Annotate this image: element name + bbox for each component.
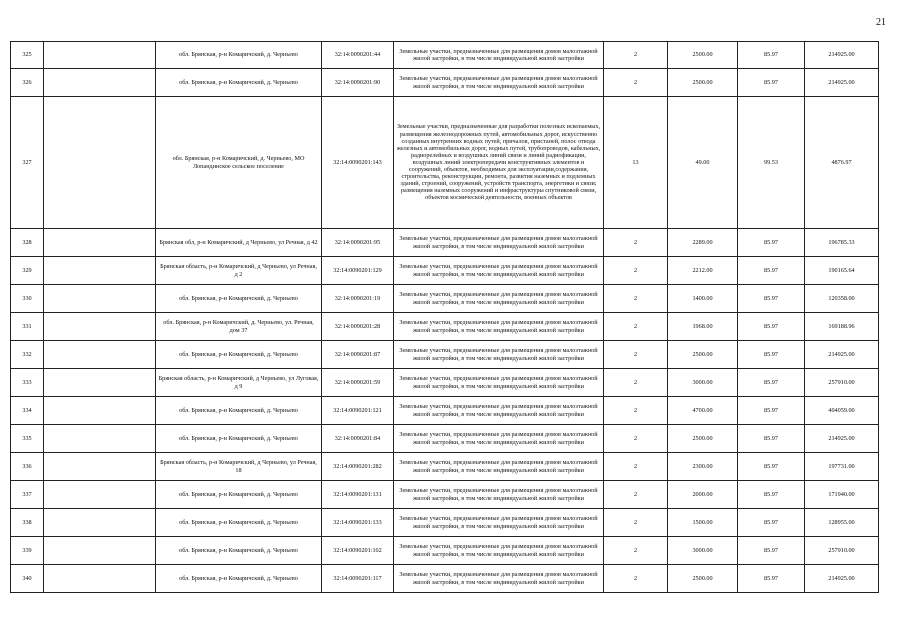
area-cell: 2500.00	[668, 565, 738, 593]
cadastral-number-cell: 32:14:0090201:121	[322, 397, 394, 425]
cadastral-value-cell: 257910.00	[805, 369, 879, 397]
area-cell: 1968.00	[668, 313, 738, 341]
land-use-cell: Земельные участки, предназначенные для размещения домов малоэтажной жилой застройки, в том числе индивидуальной жилой застройки	[394, 313, 604, 341]
blank-cell	[44, 537, 156, 565]
row-number: 327	[11, 97, 44, 229]
rate-cell: 85.97	[738, 397, 805, 425]
row-number: 337	[11, 481, 44, 509]
rate-cell: 85.97	[738, 509, 805, 537]
rate-cell: 85.97	[738, 257, 805, 285]
land-use-cell: Земельные участки, предназначенные для размещения домов малоэтажной жилой застройки, в том числе индивидуальной жилой застройки	[394, 397, 604, 425]
cadastral-value-cell: 214925.00	[805, 341, 879, 369]
cadastral-value-cell: 214925.00	[805, 42, 879, 69]
cadastral-number-cell: 32:14:0090201:143	[322, 97, 394, 229]
cadastral-number-cell: 32:14:0090201:129	[322, 257, 394, 285]
address-cell: обл. Брянская, р-н Комаричский, д. Черньево	[156, 341, 322, 369]
group-number-cell: 2	[604, 565, 668, 593]
address-cell: обл. Брянская, р-н Комаричский, д. Черньево	[156, 285, 322, 313]
address-cell: Брянская обл, р-н Комаричский, д Черньево, ул Речная, д 42	[156, 229, 322, 257]
group-number-cell: 2	[604, 341, 668, 369]
group-number-cell: 2	[604, 397, 668, 425]
blank-cell	[44, 285, 156, 313]
group-number-cell: 2	[604, 42, 668, 69]
blank-cell	[44, 313, 156, 341]
row-number: 329	[11, 257, 44, 285]
row-number: 325	[11, 42, 44, 69]
area-cell: 3000.00	[668, 369, 738, 397]
row-number: 326	[11, 69, 44, 97]
row-number: 335	[11, 425, 44, 453]
address-cell: обл. Брянская, р-н Комаричский, д. Черньево	[156, 42, 322, 69]
page-number: 21	[876, 17, 886, 28]
cadastral-number-cell: 32:14:0090201:282	[322, 453, 394, 481]
cadastral-value-cell: 197731.00	[805, 453, 879, 481]
area-cell: 2500.00	[668, 425, 738, 453]
rate-cell: 85.97	[738, 313, 805, 341]
rate-cell: 85.97	[738, 481, 805, 509]
blank-cell	[44, 229, 156, 257]
cadastral-value-cell: 214925.00	[805, 425, 879, 453]
cadastral-number-cell: 32:14:0090201:28	[322, 313, 394, 341]
cadastral-value-cell: 404059.00	[805, 397, 879, 425]
cadastral-value-cell: 4876.97	[805, 97, 879, 229]
rate-cell: 85.97	[738, 69, 805, 97]
address-cell: обл. Брянская, р-н Комаричский, д. Черньево	[156, 509, 322, 537]
area-cell: 3000.00	[668, 537, 738, 565]
table-row	[11, 453, 879, 481]
cadastral-number-cell: 32:14:0090201:19	[322, 285, 394, 313]
group-number-cell: 2	[604, 425, 668, 453]
blank-cell	[44, 509, 156, 537]
registry-body	[11, 42, 879, 593]
table-row	[11, 313, 879, 341]
area-cell: 49.00	[668, 97, 738, 229]
blank-cell	[44, 257, 156, 285]
area-cell: 2500.00	[668, 42, 738, 69]
address-cell: Брянская область, р-н Комаричский, д Черньево, ул Речная, д 2	[156, 257, 322, 285]
land-use-cell: Земельные участки, предназначенные для размещения домов малоэтажной жилой застройки, в том числе индивидуальной жилой застройки	[394, 453, 604, 481]
cadastral-value-cell: 169188.96	[805, 313, 879, 341]
cadastral-value-cell: 128955.00	[805, 509, 879, 537]
blank-cell	[44, 69, 156, 97]
address-cell: обл. Брянская, р-н Комаричский, д. Черньево, МО Лопандинское сельское поселение	[156, 97, 322, 229]
address-cell: обл. Брянская, р-н Комаричский, д. Черньево	[156, 537, 322, 565]
row-number: 338	[11, 509, 44, 537]
rate-cell: 85.97	[738, 369, 805, 397]
blank-cell	[44, 453, 156, 481]
table-row	[11, 397, 879, 425]
land-use-cell: Земельные участки, предназначенные для размещения домов малоэтажной жилой застройки, в том числе индивидуальной жилой застройки	[394, 537, 604, 565]
blank-cell	[44, 42, 156, 69]
group-number-cell: 2	[604, 69, 668, 97]
table-row	[11, 229, 879, 257]
land-use-cell: Земельные участки, предназначенные для размещения домов малоэтажной жилой застройки, в том числе индивидуальной жилой застройки	[394, 69, 604, 97]
area-cell: 1500.00	[668, 509, 738, 537]
group-number-cell: 2	[604, 313, 668, 341]
blank-cell	[44, 425, 156, 453]
area-cell: 2289.00	[668, 229, 738, 257]
row-number: 334	[11, 397, 44, 425]
cadastral-value-cell: 190165.64	[805, 257, 879, 285]
row-number: 339	[11, 537, 44, 565]
group-number-cell: 2	[604, 537, 668, 565]
cadastral-number-cell: 32:14:0090201:59	[322, 369, 394, 397]
area-cell: 2300.00	[668, 453, 738, 481]
rate-cell: 85.97	[738, 565, 805, 593]
rate-cell: 99.53	[738, 97, 805, 229]
area-cell: 2212.00	[668, 257, 738, 285]
address-cell: обл. Брянская, р-н Комаричский, д. Черньево	[156, 69, 322, 97]
land-use-cell: Земельные участки, предназначенные для размещения домов малоэтажной жилой застройки, в том числе индивидуальной жилой застройки	[394, 509, 604, 537]
table-row	[11, 257, 879, 285]
group-number-cell: 13	[604, 97, 668, 229]
address-cell: обл. Брянская, р-н Комаричский, д. Черньево, ул. Речная, дом 37	[156, 313, 322, 341]
group-number-cell: 2	[604, 229, 668, 257]
cadastral-number-cell: 32:14:0090201:90	[322, 69, 394, 97]
table-row	[11, 369, 879, 397]
table-row	[11, 42, 879, 69]
land-use-cell: Земельные участки, предназначенные для размещения домов малоэтажной жилой застройки, в том числе индивидуальной жилой застройки	[394, 285, 604, 313]
cadastral-number-cell: 32:14:0090201:84	[322, 425, 394, 453]
table-row	[11, 565, 879, 593]
cadastral-value-cell: 257910.00	[805, 537, 879, 565]
group-number-cell: 2	[604, 509, 668, 537]
cadastral-value-cell: 214925.00	[805, 565, 879, 593]
row-number: 340	[11, 565, 44, 593]
cadastral-value-cell: 196785.33	[805, 229, 879, 257]
rate-cell: 85.97	[738, 285, 805, 313]
rate-cell: 85.97	[738, 537, 805, 565]
row-number: 328	[11, 229, 44, 257]
address-cell: Брянская область, р-н Комаричский, д Черньево, ул Луговая, д 9	[156, 369, 322, 397]
land-use-cell: Земельные участки, предназначенные для размещения домов малоэтажной жилой застройки, в том числе индивидуальной жилой застройки	[394, 341, 604, 369]
cadastral-number-cell: 32:14:0090201:95	[322, 229, 394, 257]
table-row	[11, 481, 879, 509]
area-cell: 4700.00	[668, 397, 738, 425]
group-number-cell: 2	[604, 257, 668, 285]
address-cell: обл. Брянская, р-н Комаричский, д. Черньево	[156, 565, 322, 593]
land-use-cell: Земельные участки, предназначенные для размещения домов малоэтажной жилой застройки, в том числе индивидуальной жилой застройки	[394, 565, 604, 593]
group-number-cell: 2	[604, 369, 668, 397]
blank-cell	[44, 565, 156, 593]
row-number: 330	[11, 285, 44, 313]
blank-cell	[44, 369, 156, 397]
row-number: 333	[11, 369, 44, 397]
land-use-cell: Земельные участки, предназначенные для размещения домов малоэтажной жилой застройки, в том числе индивидуальной жилой застройки	[394, 425, 604, 453]
rate-cell: 85.97	[738, 341, 805, 369]
cadastral-number-cell: 32:14:0090201:87	[322, 341, 394, 369]
row-number: 336	[11, 453, 44, 481]
cadastral-number-cell: 32:14:0090201:44	[322, 42, 394, 69]
cadastral-value-cell: 120358.00	[805, 285, 879, 313]
rate-cell: 85.97	[738, 425, 805, 453]
cadastral-number-cell: 32:14:0090201:131	[322, 481, 394, 509]
table-row	[11, 425, 879, 453]
group-number-cell: 2	[604, 285, 668, 313]
rate-cell: 85.97	[738, 229, 805, 257]
row-number: 332	[11, 341, 44, 369]
cadastral-value-cell: 214925.00	[805, 69, 879, 97]
land-use-cell: Земельные участки, предназначенные для размещения домов малоэтажной жилой застройки, в том числе индивидуальной жилой застройки	[394, 257, 604, 285]
address-cell: обл. Брянская, р-н Комаричский, д. Черньево	[156, 425, 322, 453]
table-row	[11, 341, 879, 369]
row-number: 331	[11, 313, 44, 341]
address-cell: обл. Брянская, р-н Комаричский, д. Черньево	[156, 397, 322, 425]
rate-cell: 85.97	[738, 453, 805, 481]
table-row	[11, 537, 879, 565]
cadastral-number-cell: 32:14:0090201:133	[322, 509, 394, 537]
land-use-cell: Земельные участки, предназначенные для разработки полезных ископаемых, размещения железнодорожных путей, автомобильных дорог, искусственно созданных внутренних водных путей, причалов, пристаней, полос отвода железных и автомобильных дорог, водных путей, трубопроводов, кабельных, радиорелейных и воздушных линий связи и линий радиофикации, воздушных линий электропередачи конструктивных элементов и сооружений, объектов, необходимых для эксплуатации,содержания, строительства, реконструкции, ремонта, развития наземных и подземных зданий, строений, сооружений, устройств транспорта, энергетики и связи; размещения наземных сооружений и инфраструктуры спутниковой связи, объектов космической деятельности, военных объектов	[394, 97, 604, 229]
land-registry-table	[10, 41, 879, 593]
area-cell: 2500.00	[668, 341, 738, 369]
cadastral-number-cell: 32:14:0090201:117	[322, 565, 394, 593]
group-number-cell: 2	[604, 481, 668, 509]
land-use-cell: Земельные участки, предназначенные для размещения домов малоэтажной жилой застройки, в том числе индивидуальной жилой застройки	[394, 369, 604, 397]
rate-cell: 85.97	[738, 42, 805, 69]
land-use-cell: Земельные участки, предназначенные для размещения домов малоэтажной жилой застройки, в том числе индивидуальной жилой застройки	[394, 229, 604, 257]
address-cell: Брянская область, р-н Комаричский, д Черньево, ул Речная, 18	[156, 453, 322, 481]
area-cell: 1400.00	[668, 285, 738, 313]
address-cell: обл. Брянская, р-н Комаричский, д. Черньево	[156, 481, 322, 509]
table-row	[11, 509, 879, 537]
blank-cell	[44, 341, 156, 369]
land-use-cell: Земельные участки, предназначенные для размещения домов малоэтажной жилой застройки, в том числе индивидуальной жилой застройки	[394, 42, 604, 69]
area-cell: 2500.00	[668, 69, 738, 97]
table-row	[11, 69, 879, 97]
table-row	[11, 285, 879, 313]
cadastral-value-cell: 171940.00	[805, 481, 879, 509]
area-cell: 2000.00	[668, 481, 738, 509]
blank-cell	[44, 397, 156, 425]
blank-cell	[44, 481, 156, 509]
group-number-cell: 2	[604, 453, 668, 481]
cadastral-number-cell: 32:14:0090201:102	[322, 537, 394, 565]
table-row	[11, 97, 879, 229]
land-use-cell: Земельные участки, предназначенные для размещения домов малоэтажной жилой застройки, в том числе индивидуальной жилой застройки	[394, 481, 604, 509]
blank-cell	[44, 97, 156, 229]
